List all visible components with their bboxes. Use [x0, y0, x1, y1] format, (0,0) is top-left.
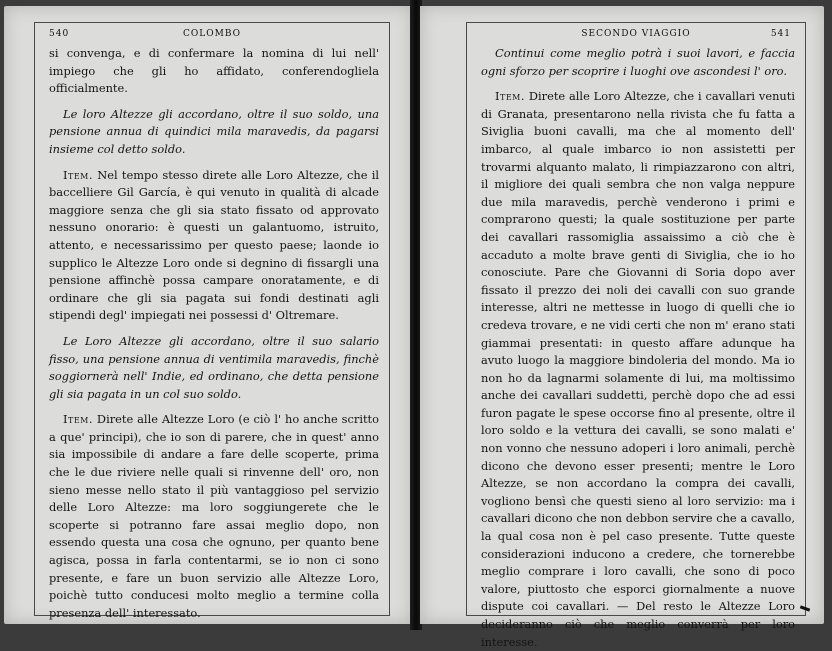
item-paragraph [49, 167, 379, 325]
right-page-frame [466, 22, 806, 649]
item-lead: Item. [63, 412, 93, 427]
left-page-body [49, 45, 379, 622]
page-number: 540 [49, 29, 70, 39]
right-page-body [481, 45, 795, 651]
item-text: Direte alle Altezze Loro (e ciò l' ho anche scritto a que' principi), che io son di parere, che in quest' anno sia impossibile di andare a fare delle scoperte, prima che le due riviere nelle quali si rinvenne dell' oro, non sieno messe nello stato il più vantaggioso pel servizio delle Loro Altezze: ma loro soggiungerete che le scoperte si potranno fare assai meglio dopo, non essendo questa una cosa che ognuno, per quanto bene agisca, possa in farla contentarmi, se io non ci sono presente, e fare un buon servizio alle Altezze Loro, poichè tutto conducesi molto meglio a termine colla presenza dell' interessato. [49, 412, 379, 620]
italic-paragraph: Continui come meglio potrà i suoi lavori, e faccia ogni sforzo per scoprire i luoghi ove ascondesi l' oro. [481, 46, 795, 78]
running-head: SECONDO VIAGGIO [581, 29, 691, 39]
left-page-header [45, 29, 379, 43]
item-text: Direte alle Loro Altezze, che i cavallari venuti di Granata, presentarono nella rivista che fu fatta a Siviglia buoni cavalli, ma che al momento dell' imbarco, al quale imbarco io non assistetti per trovarmi alquanto malato, li rimpiazzarono con altri, il migliore dei quali sembra che non valga neppure due mila maravedis, perchè venderono i primi e comprarono questi; la quale sostituzione per parte dei cavallari rassomiglia assaissimo a ciò che è accaduto a molte brave genti di Siviglia, che io ho conosciute. Pare che Giovanni di Soria dopo aver fissato il prezzo dei noli dei cavalli con suo grande interesse, altri ne mettesse in luogo di quelli che io credeva trovare, e ne vidi certi che non m' erano stati giammai presentati: in questo affare adunque ha avuto luogo la maggiore bindoleria del mondo. Ma io non ho da lagnarmi solamente di lui, ma moltissimo anche dei cavallari suddetti, perchè dopo che ad essi furon pagate le spese occorse fino al presente, oltre il loro soldo e la vettura dei cavalli, se sono malati e' non vonno che nessuno adoperi i loro animali, perchè dicono che devono esser presenti; mentre le Loro Altezze, se non accordano la compra dei cavalli, vogliono bensì che questi sieno al loro servizio: ma i cavallari dicono che non debbon servire che a cavallo, la qual cosa non è pel caso presente. Tutte queste considerazioni inducono a credere, che tornerebbe meglio comprare i loro cavalli, che sono di poco valore, piuttosto che esporci giornalmente a nuove dispute coi cavallari. — Del resto le Altezze Loro decideranno ciò che meglio converrà per loro interesse. [481, 89, 795, 649]
item-lead: Item. [495, 89, 525, 104]
italic-paragraph: Le Loro Altezze gli accordano, oltre il suo salario fisso, una pensione annua di ventimila maravedis, finchè soggiornerà nell' Indie, ed ordinano, che detta pensione gli sia pagata in un col suo soldo. [49, 333, 379, 401]
item-paragraph [49, 411, 379, 622]
item-paragraph [481, 88, 795, 651]
running-head: COLOMBO [183, 29, 241, 39]
page-number: 541 [770, 29, 791, 39]
left-page-frame [34, 22, 390, 620]
item-text: Nel tempo stesso direte alle Loro Altezze, che il baccelliere Gil García, è qui venuto in qualità di alcade maggiore senza che gli sia stato fissato od approvato nessuno onorario: è questi un galantuomo, istruito, attento, e necessarissimo per questo paese; laonde io supplico le Altezze Loro onde si degnino di fissargli una pensione affinchè possa campare onoratamente, e di ordinare che gli sia pagata sui fondi destinati agli stipendi degl' impiegati nei possessi d' Oltremare. [49, 167, 379, 323]
right-page [420, 6, 824, 649]
italic-paragraph: Le loro Altezze gli accordano, oltre il suo soldo, una pensione annua di quindici mila maravedis, da pagarsi insieme col detto soldo. [49, 106, 379, 156]
paragraph: si convenga, e di confermare la nomina di lui nell' impiego che gli ho affidato, conferendogliela officialmente. [49, 46, 379, 96]
right-page-header [477, 29, 795, 43]
left-page [4, 6, 412, 624]
item-lead: Item. [63, 167, 93, 182]
